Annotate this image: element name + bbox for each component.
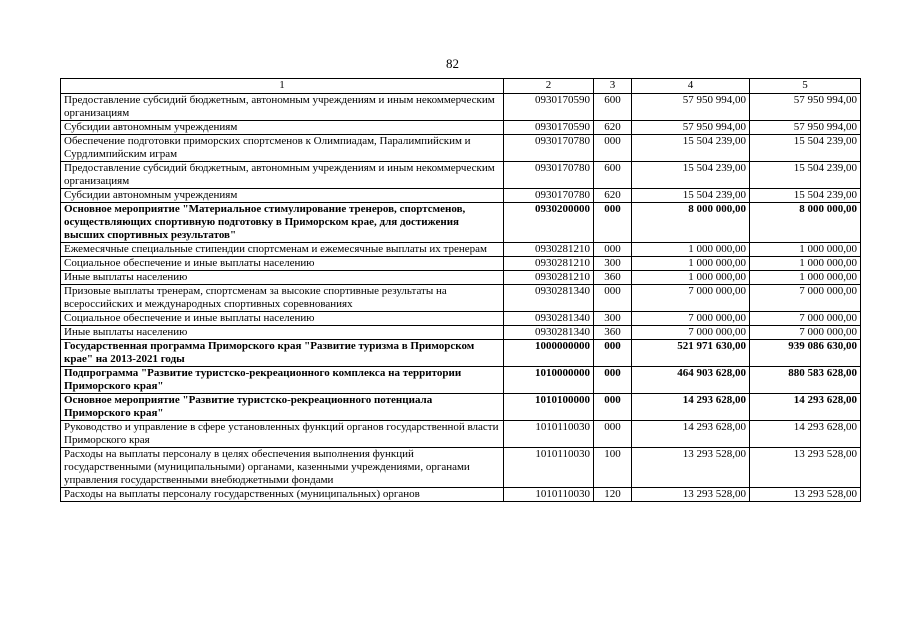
row-code-cell: 0930170780: [504, 189, 594, 203]
column-header: 1: [61, 79, 504, 94]
row-name-cell: Иные выплаты населению: [61, 271, 504, 285]
column-header: 5: [750, 79, 861, 94]
row-code-cell: 1010110030: [504, 421, 594, 448]
table-row: [61, 121, 861, 135]
row-expense-type-cell: 000: [594, 340, 632, 367]
row-amount-cell: 15 504 239,00: [750, 162, 861, 189]
row-name-cell: Предоставление субсидий бюджетным, автономным учреждениям и иным некоммерческим организациям: [61, 162, 504, 189]
row-amount-cell: 1 000 000,00: [632, 257, 750, 271]
row-code-cell: 0930170590: [504, 121, 594, 135]
row-amount-cell: 15 504 239,00: [750, 135, 861, 162]
row-expense-type-cell: 000: [594, 203, 632, 243]
row-amount-cell: 15 504 239,00: [632, 162, 750, 189]
column-header: 3: [594, 79, 632, 94]
row-name-cell: Субсидии автономным учреждениям: [61, 189, 504, 203]
row-amount-cell: 15 504 239,00: [632, 135, 750, 162]
row-code-cell: 0930170780: [504, 135, 594, 162]
row-code-cell: 0930281340: [504, 285, 594, 312]
table-row: [61, 257, 861, 271]
row-name-cell: Государственная программа Приморского края "Развитие туризма в Приморском крае" на 2013-2021 годы: [61, 340, 504, 367]
table-row: [61, 135, 861, 162]
row-amount-cell: 8 000 000,00: [632, 203, 750, 243]
row-code-cell: 1010110030: [504, 488, 594, 502]
row-expense-type-cell: 000: [594, 367, 632, 394]
row-expense-type-cell: 600: [594, 94, 632, 121]
row-name-cell: Расходы на выплаты персоналу в целях обеспечения выполнения функций государственными (муниципальными) органами, казенными учреждениями, органами управления государственными внебюджетными фондами: [61, 448, 504, 488]
row-name-cell: Ежемесячные специальные стипендии спортсменам и ежемесячные выплаты их тренерам: [61, 243, 504, 257]
row-code-cell: 0930170780: [504, 162, 594, 189]
table-row: [61, 394, 861, 421]
row-name-cell: Иные выплаты населению: [61, 326, 504, 340]
row-amount-cell: 14 293 628,00: [750, 394, 861, 421]
page-number: 82: [446, 56, 459, 71]
row-code-cell: 0930281340: [504, 326, 594, 340]
table-row: [61, 312, 861, 326]
row-expense-type-cell: 100: [594, 448, 632, 488]
row-amount-cell: 7 000 000,00: [750, 312, 861, 326]
row-amount-cell: 464 903 628,00: [632, 367, 750, 394]
table-row: [61, 326, 861, 340]
row-amount-cell: 7 000 000,00: [632, 326, 750, 340]
table-row: [61, 189, 861, 203]
row-amount-cell: 57 950 994,00: [750, 94, 861, 121]
row-amount-cell: 7 000 000,00: [750, 285, 861, 312]
table-row: [61, 367, 861, 394]
row-name-cell: Руководство и управление в сфере установленных функций органов государственной власти Приморского края: [61, 421, 504, 448]
column-header: 2: [504, 79, 594, 94]
row-expense-type-cell: 000: [594, 135, 632, 162]
row-amount-cell: 15 504 239,00: [750, 189, 861, 203]
row-name-cell: Расходы на выплаты персоналу государственных (муниципальных) органов: [61, 488, 504, 502]
row-expense-type-cell: 120: [594, 488, 632, 502]
row-amount-cell: 13 293 528,00: [750, 488, 861, 502]
row-amount-cell: 57 950 994,00: [632, 121, 750, 135]
table-row: [61, 243, 861, 257]
row-amount-cell: 13 293 528,00: [632, 488, 750, 502]
row-amount-cell: 14 293 628,00: [632, 394, 750, 421]
row-code-cell: 0930281210: [504, 243, 594, 257]
table-row: [61, 285, 861, 312]
row-amount-cell: 521 971 630,00: [632, 340, 750, 367]
row-expense-type-cell: 300: [594, 257, 632, 271]
row-amount-cell: 57 950 994,00: [632, 94, 750, 121]
row-name-cell: Основное мероприятие "Развитие туристско-рекреационного потенциала Приморского края": [61, 394, 504, 421]
row-amount-cell: 939 086 630,00: [750, 340, 861, 367]
row-code-cell: 1010000000: [504, 367, 594, 394]
column-header: 4: [632, 79, 750, 94]
row-code-cell: 1010100000: [504, 394, 594, 421]
row-name-cell: Основное мероприятие "Материальное стимулирование тренеров, спортсменов, осуществляющих спортивную подготовку в Приморском крае, для достижения высших спортивных результатов": [61, 203, 504, 243]
row-amount-cell: 15 504 239,00: [632, 189, 750, 203]
row-expense-type-cell: 360: [594, 326, 632, 340]
row-expense-type-cell: 620: [594, 121, 632, 135]
row-code-cell: 0930281340: [504, 312, 594, 326]
table-body: [61, 94, 861, 502]
table-row: [61, 203, 861, 243]
row-expense-type-cell: 600: [594, 162, 632, 189]
row-expense-type-cell: 000: [594, 243, 632, 257]
row-code-cell: 0930200000: [504, 203, 594, 243]
table-row: [61, 448, 861, 488]
row-amount-cell: 1 000 000,00: [632, 271, 750, 285]
table-row: [61, 271, 861, 285]
row-expense-type-cell: 300: [594, 312, 632, 326]
row-amount-cell: 1 000 000,00: [750, 243, 861, 257]
row-amount-cell: 1 000 000,00: [750, 271, 861, 285]
row-amount-cell: 7 000 000,00: [632, 312, 750, 326]
row-code-cell: 0930170590: [504, 94, 594, 121]
row-amount-cell: 1 000 000,00: [750, 257, 861, 271]
row-name-cell: Социальное обеспечение и иные выплаты населению: [61, 312, 504, 326]
row-expense-type-cell: 360: [594, 271, 632, 285]
row-expense-type-cell: 000: [594, 285, 632, 312]
row-amount-cell: 13 293 528,00: [750, 448, 861, 488]
table-row: [61, 421, 861, 448]
row-amount-cell: 14 293 628,00: [632, 421, 750, 448]
row-amount-cell: 57 950 994,00: [750, 121, 861, 135]
budget-table: [60, 78, 861, 502]
row-amount-cell: 8 000 000,00: [750, 203, 861, 243]
row-name-cell: Предоставление субсидий бюджетным, автономным учреждениям и иным некоммерческим организациям: [61, 94, 504, 121]
row-amount-cell: 7 000 000,00: [632, 285, 750, 312]
table-row: [61, 340, 861, 367]
row-name-cell: Подпрограмма "Развитие туристско-рекреационного комплекса на территории Приморского края": [61, 367, 504, 394]
row-expense-type-cell: 000: [594, 394, 632, 421]
row-expense-type-cell: 000: [594, 421, 632, 448]
row-code-cell: 1000000000: [504, 340, 594, 367]
row-amount-cell: 880 583 628,00: [750, 367, 861, 394]
table-header-row: [61, 79, 861, 94]
table-row: [61, 162, 861, 189]
row-amount-cell: 13 293 528,00: [632, 448, 750, 488]
row-name-cell: Субсидии автономным учреждениям: [61, 121, 504, 135]
row-expense-type-cell: 620: [594, 189, 632, 203]
row-amount-cell: 14 293 628,00: [750, 421, 861, 448]
row-code-cell: 1010110030: [504, 448, 594, 488]
row-amount-cell: 7 000 000,00: [750, 326, 861, 340]
row-code-cell: 0930281210: [504, 257, 594, 271]
row-name-cell: Призовые выплаты тренерам, спортсменам за высокие спортивные результаты на всероссийских и международных спортивных соревнованиях: [61, 285, 504, 312]
row-code-cell: 0930281210: [504, 271, 594, 285]
table-row: [61, 94, 861, 121]
row-name-cell: Социальное обеспечение и иные выплаты населению: [61, 257, 504, 271]
table-row: [61, 488, 861, 502]
row-amount-cell: 1 000 000,00: [632, 243, 750, 257]
row-name-cell: Обеспечение подготовки приморских спортсменов к Олимпиадам, Паралимпийским и Сурдлимпийским играм: [61, 135, 504, 162]
